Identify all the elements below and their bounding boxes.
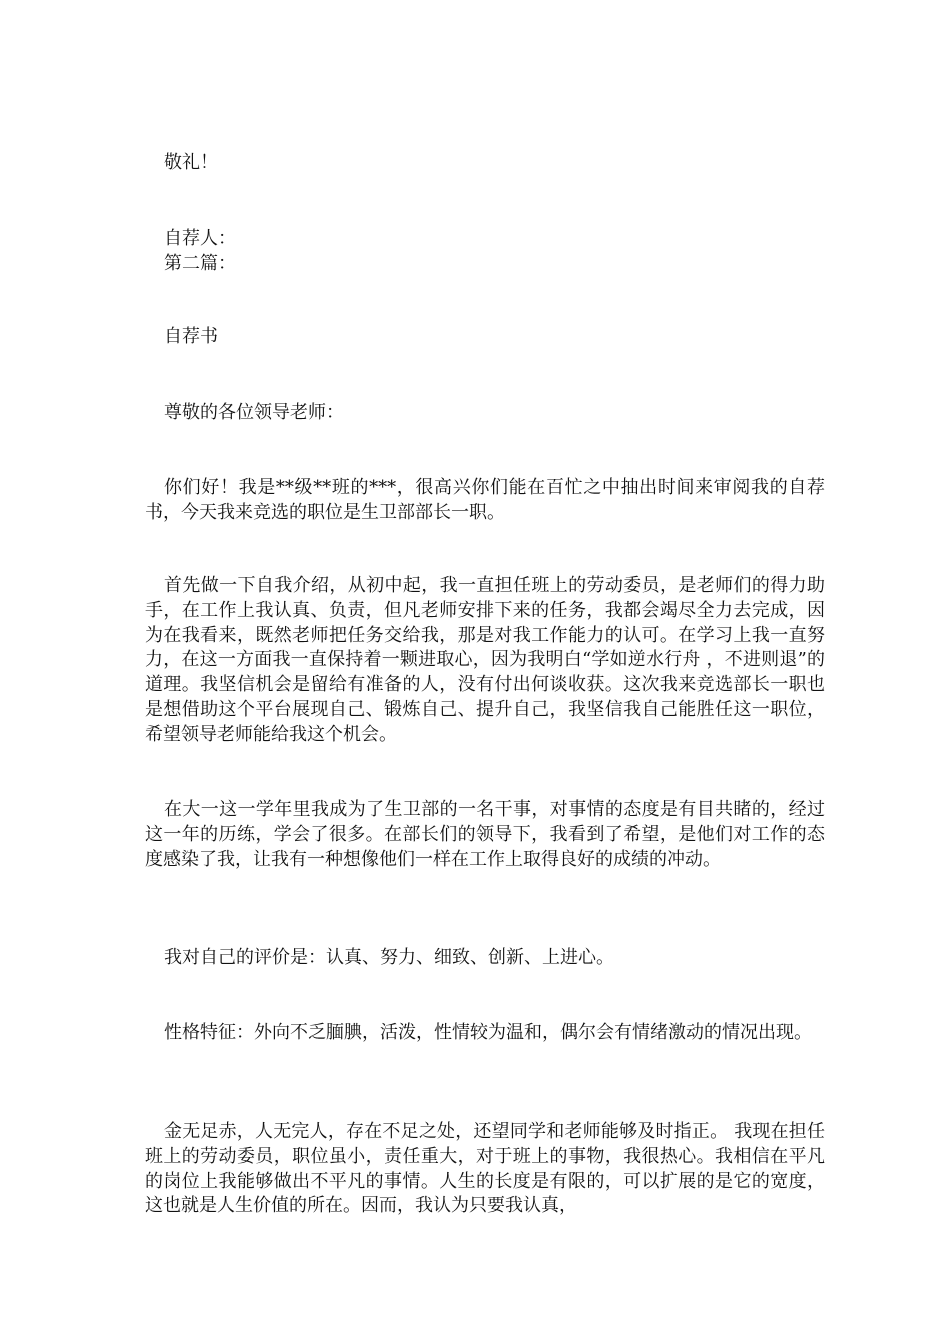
paragraph-conclusion: 金无足赤，人无完人，存在不足之处，还望同学和老师能够及时指正。 我现在担任班上的劳动委员，职位虽小，责任重大，对于班上的事物，我很热心。我相信在平凡的岗位上我能够做出不平凡的事情。人生的长度是有限的，可以扩展的是它的宽度，这也就是人生价值的所在。因而，我认为只要我认真， [145,1121,825,1217]
paragraph-introduction: 首先做一下自我介绍，从初中起，我一直担任班上的劳动委员，是老师们的得力助手，在工作上我认真、负责，但凡老师安排下来的任务，我都会竭尽全力去完成，因为在我看来，既然老师把任务交给我，那是对我工作能力的认可。在学习上我一直努力，在这一方面我一直保持着一颗进取心，因为我明白“学如逆水行舟 ，不进则退”的道理。我坚信机会是留给有准备的人，没有付出何谈收获。这次我来竞选部长一职也是想借助这个平台展现自己、锻炼自己、提升自己，我坚信我自己能胜任这一职位，希望领导老师能给我这个机会。 [145,575,825,745]
closing-line: 敬礼！ [164,152,218,173]
document-title: 自荐书 [164,326,218,347]
salutation: 尊敬的各位领导老师： [164,402,344,423]
paragraph-personality: 性格特征：外向不乏腼腆，活泼，性情较为温和，偶尔会有情绪激动的情况出现。 [164,1022,812,1043]
section-label: 第二篇： [164,253,236,274]
paragraph-greeting: 你们好！我是**级**班的***，很高兴你们能在百忙之中抽出时间来审阅我的自荐书，今天我来竞选的职位是生卫部部长一职。 [145,477,825,523]
signature-line: 自荐人： [164,228,236,249]
paragraph-experience: 在大一这一学年里我成为了生卫部的一名干事，对事情的态度是有目共睹的，经过这一年的历练，学会了很多。在部长们的领导下，我看到了希望，是他们对工作的态度感染了我，让我有一种想像他们一样在工作上取得良好的成绩的冲动。 [145,799,825,870]
paragraph-self-evaluation: 我对自己的评价是：认真、努力、细致、创新、上进心。 [164,947,614,968]
